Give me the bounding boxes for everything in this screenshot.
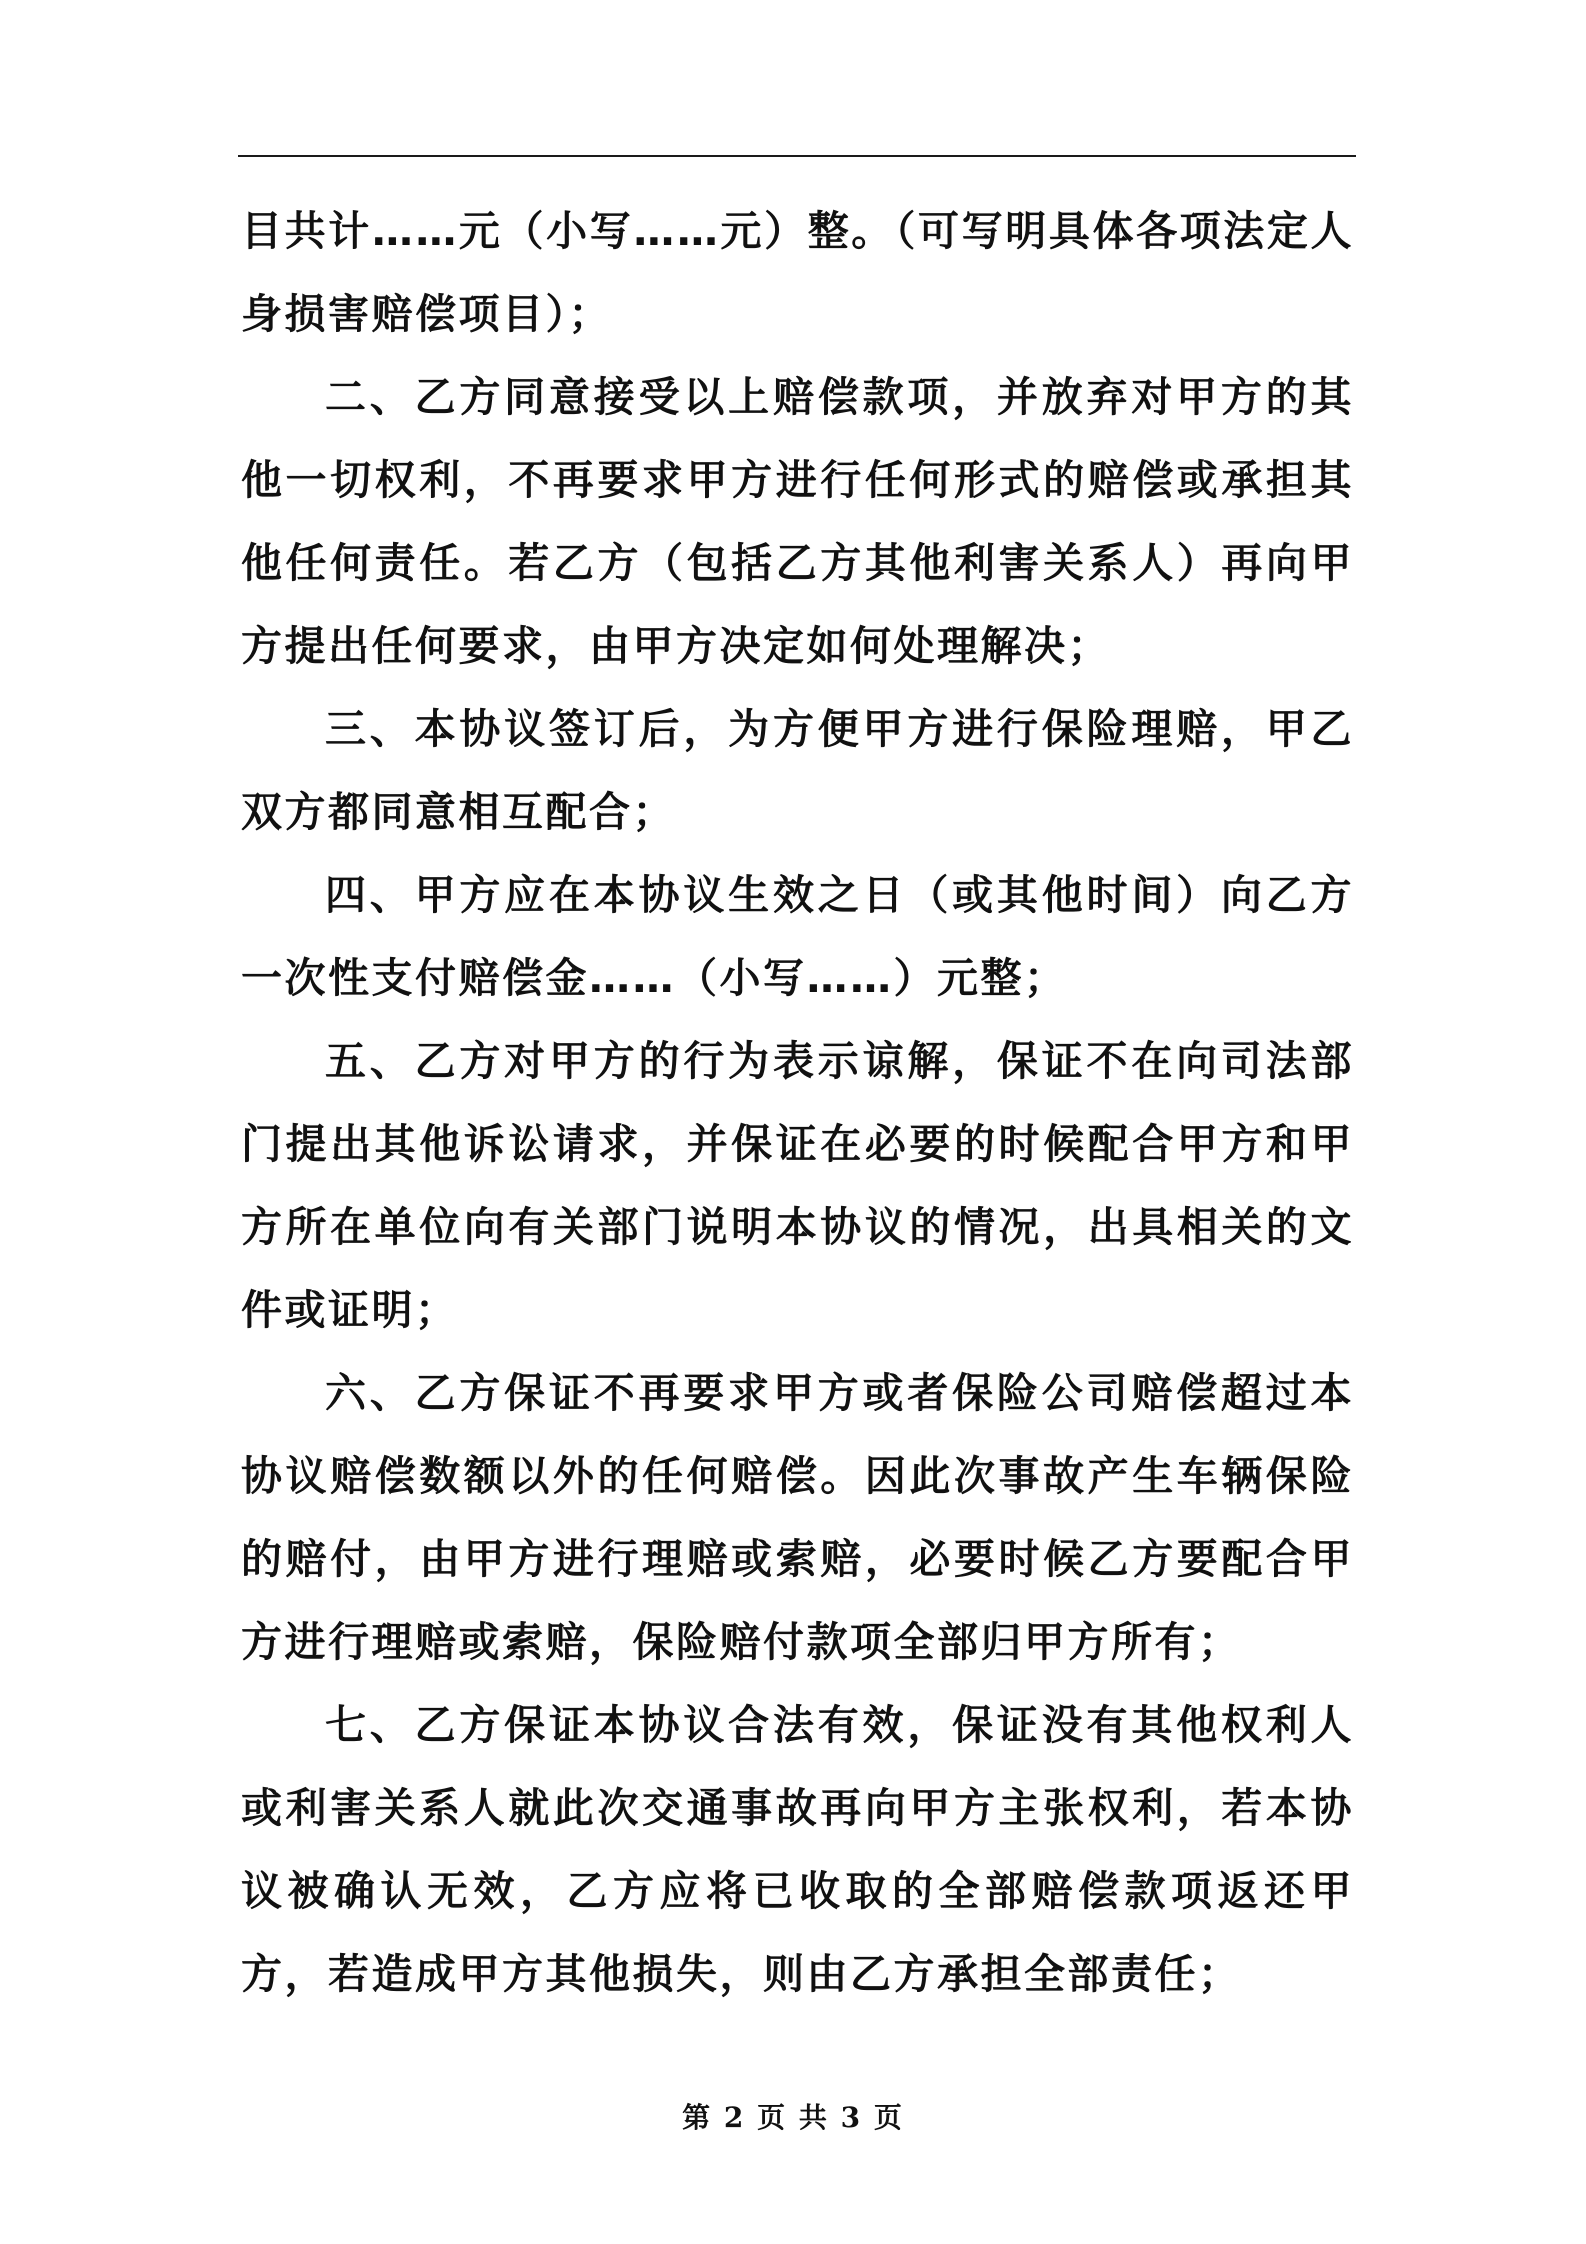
paragraph-clause-6: 六、乙方保证不再要求甲方或者保险公司赔偿超过本协议赔偿数额以外的任何赔偿。因此次事故产生车辆保险的赔付，由甲方进行理赔或索赔，必要时候乙方要配合甲方进行理赔或索赔，保险赔付款项全部归甲方所有；: [241, 1369, 1354, 1666]
header-rule: [238, 155, 1356, 157]
paragraph-clause-2: 二、乙方同意接受以上赔偿款项，并放弃对甲方的其他一切权利，不再要求甲方进行任何形式的赔偿或承担其他任何责任。若乙方（包括乙方其他利害关系人）再向甲方提出任何要求，由甲方决定如何处理解决；: [241, 373, 1354, 670]
paragraph-clause-5: 五、乙方对甲方的行为表示谅解，保证不在向司法部门提出其他诉讼请求，并保证在必要的时候配合甲方和甲方所在单位向有关部门说明本协议的情况，出具相关的文件或证明；: [241, 1037, 1354, 1334]
page-number: 第 2 页 共 3 页: [682, 2101, 904, 2134]
document-body: [241, 190, 1354, 2016]
paragraph-clause-4: 四、甲方应在本协议生效之日（或其他时间）向乙方一次性支付赔偿金……（小写……）元整；: [241, 871, 1354, 1002]
paragraph-clause-3: 三、本协议签订后，为方便甲方进行保险理赔，甲乙双方都同意相互配合；: [241, 705, 1354, 836]
paragraph-continuation: 目共计……元（小写……元）整。（可写明具体各项法定人身损害赔偿项目）；: [241, 207, 1354, 338]
paragraph-clause-7: 七、乙方保证本协议合法有效，保证没有其他权利人或利害关系人就此次交通事故再向甲方主张权利，若本协议被确认无效，乙方应将已收取的全部赔偿款项返还甲方，若造成甲方其他损失，则由乙方承担全部责任；: [241, 1701, 1354, 1998]
